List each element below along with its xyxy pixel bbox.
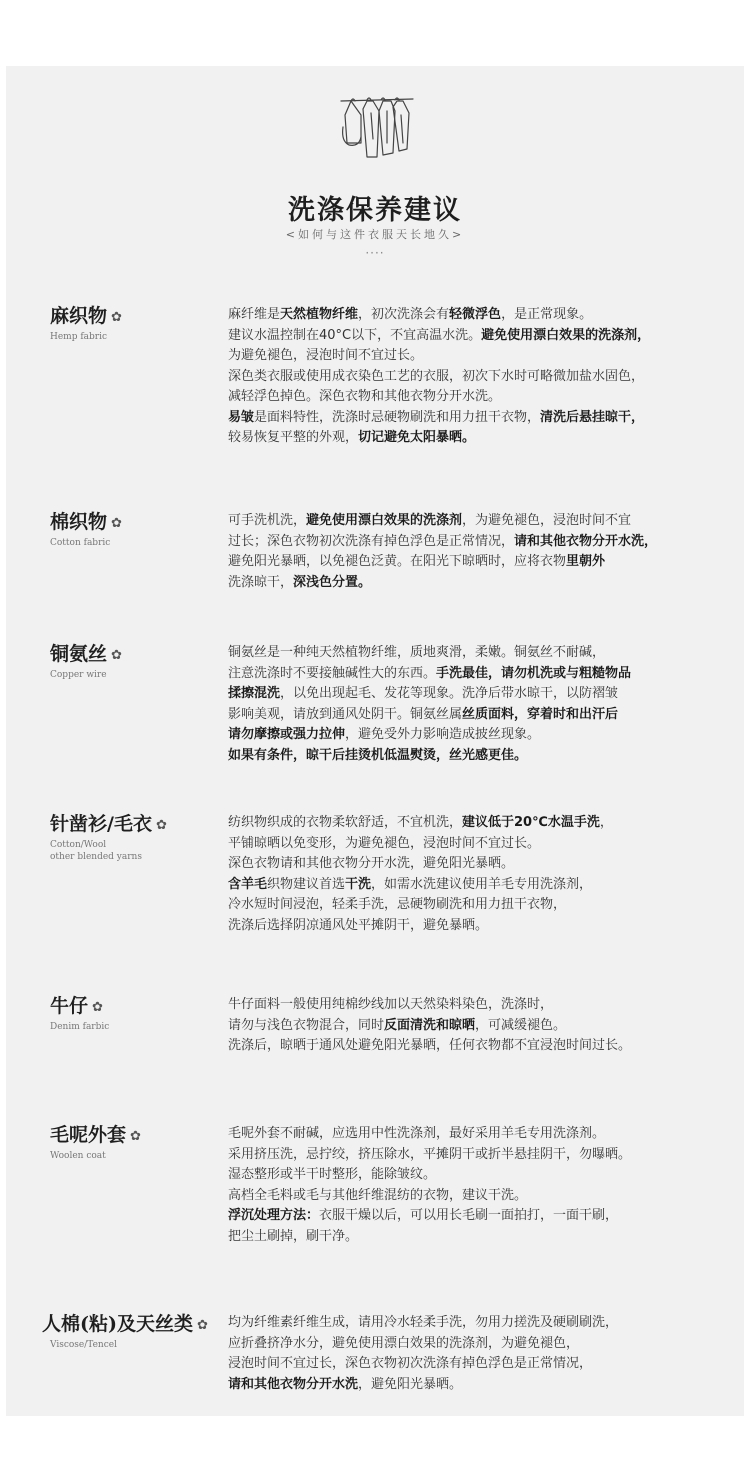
- emphasis-text: 里朝外: [566, 554, 606, 569]
- instruction-line: [228, 511, 728, 532]
- fabric-name: [50, 509, 230, 537]
- fabric-name-text: 棉织物: [50, 511, 108, 533]
- fabric-name-en: Copper wire: [50, 670, 107, 680]
- fabric-name: [50, 811, 230, 839]
- instruction-text: ，避免阳光暴晒。: [358, 1376, 463, 1392]
- instruction-line: [228, 1354, 728, 1375]
- instruction-text: 深色类衣服或使用成衣染色工艺的衣服，初次下水时可略微加盐水固色，: [228, 368, 645, 384]
- fabric-name-text: 麻织物: [50, 305, 108, 327]
- instruction-line: [228, 1206, 728, 1227]
- emphasis-text: 请和其他衣物分开水洗，: [514, 533, 658, 549]
- care-instructions: [228, 1124, 728, 1247]
- instruction-text: 洗涤后选择阴凉通风处平摊阴干，避免暴晒。: [228, 917, 489, 933]
- instruction-line: [228, 813, 728, 834]
- instruction-text: 纺织物织成的衣物柔软舒适，不宜机洗，: [228, 815, 463, 830]
- instruction-line: [228, 895, 728, 916]
- instruction-line: [228, 387, 728, 408]
- instruction-text: ，是正常现象。: [501, 307, 593, 322]
- emphasis-text: 揉擦混洗: [228, 686, 281, 701]
- clothes-rack-icon: [337, 93, 417, 168]
- instruction-line: [228, 1375, 728, 1396]
- instruction-text: 请勿与浅色衣物混合，同时: [228, 1017, 385, 1033]
- instruction-text: ，可减缓褪色。: [475, 1017, 567, 1033]
- instruction-text: 冷水短时间浸泡，轻柔手洗，忌硬物刷洗和用力扭干衣物，: [228, 897, 567, 912]
- instruction-line: [228, 532, 728, 553]
- instruction-text: 洗涤后，晾晒于通风处避免阳光暴晒，任何衣物都不宜浸泡时间过长。: [228, 1038, 632, 1053]
- fabric-name-en: Cotton fabric: [50, 538, 111, 548]
- instruction-text: 把尘土刷掉，刷干净。: [228, 1228, 359, 1244]
- instruction-line: [228, 1313, 728, 1334]
- instruction-line: [228, 408, 728, 429]
- section-heading: [50, 1122, 230, 1162]
- page-subtitle: <如何与这件衣服天长地久>: [285, 228, 465, 241]
- emphasis-text: 轻微浮色: [449, 307, 502, 322]
- instruction-text: 应折叠挤净水分，避免使用漂白效果的洗涤剂，为避免褪色，: [228, 1335, 580, 1351]
- instruction-text: 织物建议首选: [267, 876, 346, 892]
- section-heading: [50, 811, 230, 863]
- fabric-name-en: Viscose/Tencel: [50, 1340, 117, 1350]
- instruction-text: 建议水温控制在40°C以下，不宜高温水洗。: [228, 327, 482, 343]
- instruction-line: [228, 1227, 728, 1248]
- instruction-text: 麻纤维是: [228, 307, 281, 322]
- instruction-text: ，如需水洗建议使用羊毛专用洗涤剂，: [371, 876, 593, 892]
- instruction-text: 注意洗涤时不要接触碱性大的东西。: [228, 665, 437, 681]
- emphasis-text: 丝质面料，穿着时和出汗后: [462, 706, 619, 722]
- fabric-name-en: Woolen coat: [50, 1151, 106, 1161]
- fabric-name-text: 人棉(粘)及天丝类: [42, 1313, 193, 1335]
- instruction-line: [228, 916, 728, 937]
- flower-icon: ✿: [196, 1318, 208, 1333]
- page-title: 洗涤保养建议: [288, 195, 462, 226]
- instruction-text: 减轻浮色掉色。深色衣物和其他衣物分开水洗。: [228, 389, 502, 404]
- emphasis-text: 干洗: [345, 876, 372, 892]
- instruction-line: [228, 1016, 728, 1037]
- instruction-line: [228, 995, 728, 1016]
- emphasis-text: 天然植物纤维: [280, 307, 359, 322]
- emphasis-text: 避免使用漂白效果的洗涤剂，: [481, 327, 651, 343]
- emphasis-text: 请和其他衣物分开水洗: [228, 1376, 359, 1392]
- instruction-line: [228, 1186, 728, 1207]
- section-heading: [50, 641, 230, 681]
- instruction-line: [228, 1124, 728, 1145]
- instruction-line: [228, 875, 728, 896]
- instruction-text: 平铺晾晒以免变形，为避免褪色，浸泡时间不宜过长。: [228, 835, 541, 851]
- section-heading: [50, 509, 230, 549]
- emphasis-text: 深浅色分置。: [293, 574, 372, 590]
- instruction-line: [228, 1036, 728, 1057]
- fabric-name: [50, 641, 230, 669]
- instruction-text: 洗涤晾干，: [228, 574, 294, 590]
- instruction-text: 衣服干燥以后，可以用长毛刷一面拍打，一面干刷，: [319, 1208, 619, 1223]
- section-heading: [50, 993, 230, 1033]
- instruction-text: 过长；深色衣物初次洗涤有掉色浮色是正常情况，: [228, 533, 515, 549]
- flower-icon: ✿: [111, 310, 122, 325]
- fabric-name: [50, 993, 230, 1021]
- instruction-text: 铜氨丝是一种纯天然植物纤维，质地爽滑，柔嫩。铜氨丝不耐碱，: [228, 645, 606, 660]
- instruction-line: [228, 367, 728, 388]
- care-instructions: [228, 995, 728, 1057]
- instruction-text: 是面料特性，洗涤时忌硬物刷洗和用力扭干衣物，: [254, 409, 541, 425]
- flower-icon: ✿: [130, 1129, 141, 1144]
- instruction-text: 毛呢外套不耐碱，应选用中性洗涤剂，最好采用羊毛专用洗涤剂。: [228, 1126, 606, 1141]
- emphasis-text: 易皱: [228, 409, 255, 425]
- fabric-name: [50, 1122, 230, 1150]
- instruction-line: [228, 834, 728, 855]
- fabric-name-en: Denim farbic: [50, 1022, 110, 1032]
- instruction-line: [228, 326, 728, 347]
- instruction-text: 湿态整形或半干时整形，能除皱纹。: [228, 1167, 437, 1182]
- fabric-name: [50, 303, 230, 331]
- instruction-text: ，初次洗涤会有: [358, 307, 450, 322]
- instruction-line: [228, 643, 728, 664]
- instruction-text: 深色衣物请和其他衣物分开水洗，避免阳光暴晒。: [228, 856, 515, 871]
- instruction-text: 牛仔面料一般使用纯棉纱线加以天然染料染色，洗涤时，: [228, 997, 554, 1012]
- section-heading: [50, 303, 230, 343]
- fabric-name-en: Hemp fabric: [50, 332, 108, 342]
- instruction-line: [228, 305, 728, 326]
- instruction-text: 采用挤压洗，忌拧绞，挤压除水，平摊阴干或折半悬挂阴干，勿曝晒。: [228, 1146, 632, 1162]
- emphasis-text: 切记避免太阳暴晒。: [358, 430, 476, 445]
- instruction-text: 影响美观，请放到通风处阴干。铜氨丝属: [228, 706, 463, 722]
- instruction-line: [228, 705, 728, 726]
- emphasis-text: 如果有条件，晾干后挂烫机低温熨烫，丝光感更佳。: [228, 747, 528, 763]
- emphasis-text: 清洗后悬挂晾干，: [540, 409, 645, 425]
- decorative-dots: ····: [365, 246, 385, 260]
- instruction-line: [228, 1334, 728, 1355]
- instruction-line: [228, 573, 728, 594]
- instruction-text: 高档全毛料或毛与其他纤维混纺的衣物，建议干洗。: [228, 1187, 528, 1203]
- instruction-text: ，避免受外力影响造成披丝现象。: [345, 727, 541, 742]
- instruction-text: 为避免褪色，浸泡时间不宜过长。: [228, 348, 424, 363]
- instruction-line: [228, 1145, 728, 1166]
- fabric-name-text: 毛呢外套: [50, 1124, 127, 1146]
- instruction-line: [228, 552, 728, 573]
- instruction-line: [228, 684, 728, 705]
- section-heading: [42, 1311, 222, 1351]
- fabric-name: [42, 1311, 222, 1339]
- flower-icon: ✿: [155, 818, 167, 833]
- emphasis-text: 请勿摩擦或强力拉伸: [228, 727, 346, 742]
- emphasis-text: 避免使用漂白效果的洗涤剂: [306, 513, 463, 528]
- instruction-text: 避免阳光暴晒，以免褪色泛黄。在阳光下晾晒时，应将衣物: [228, 554, 567, 569]
- emphasis-text: 浮沉处理方法：: [228, 1208, 320, 1223]
- emphasis-text: 手洗最佳，请勿机洗或与粗糙物品: [436, 665, 632, 681]
- instruction-line: [228, 746, 728, 767]
- care-instructions: [228, 1313, 728, 1395]
- instruction-line: [228, 664, 728, 685]
- care-instructions: [228, 305, 728, 449]
- fabric-name-en: Cotton/Wool other blended yarns: [50, 840, 142, 862]
- instruction-text: ，以免出现起毛、发花等现象。洗净后带水晾干，以防褶皱: [280, 686, 619, 701]
- instruction-line: [228, 428, 728, 449]
- care-instructions: [228, 511, 728, 593]
- instruction-text: 浸泡时间不宜过长，深色衣物初次洗涤有掉色浮色是正常情况，: [228, 1356, 593, 1371]
- emphasis-text: 建议低于20℃水温手洗: [462, 815, 600, 830]
- fabric-name-text: 牛仔: [50, 995, 89, 1017]
- flower-icon: ✿: [92, 1000, 103, 1015]
- flower-icon: ✿: [111, 516, 122, 531]
- fabric-name-text: 针凿衫/毛衣: [50, 813, 152, 835]
- instruction-line: [228, 346, 728, 367]
- instruction-text: ，为避免褪色，浸泡时间不宜: [462, 513, 632, 528]
- instruction-text: ，: [599, 815, 613, 830]
- instruction-line: [228, 1165, 728, 1186]
- emphasis-text: 反面清洗和晾晒: [384, 1017, 476, 1033]
- instruction-line: [228, 854, 728, 875]
- instruction-text: 可手洗机洗，: [228, 513, 307, 528]
- fabric-name-text: 铜氨丝: [50, 643, 108, 665]
- instruction-text: 较易恢复平整的外观，: [228, 430, 359, 445]
- care-instructions: [228, 813, 728, 936]
- flower-icon: ✿: [111, 648, 122, 663]
- instruction-text: 均为纤维素纤维生成，请用冷水轻柔手洗，勿用力搓洗及硬刷刷洗，: [228, 1315, 619, 1330]
- instruction-line: [228, 725, 728, 746]
- emphasis-text: 含羊毛: [228, 876, 268, 892]
- care-instructions: [228, 643, 728, 766]
